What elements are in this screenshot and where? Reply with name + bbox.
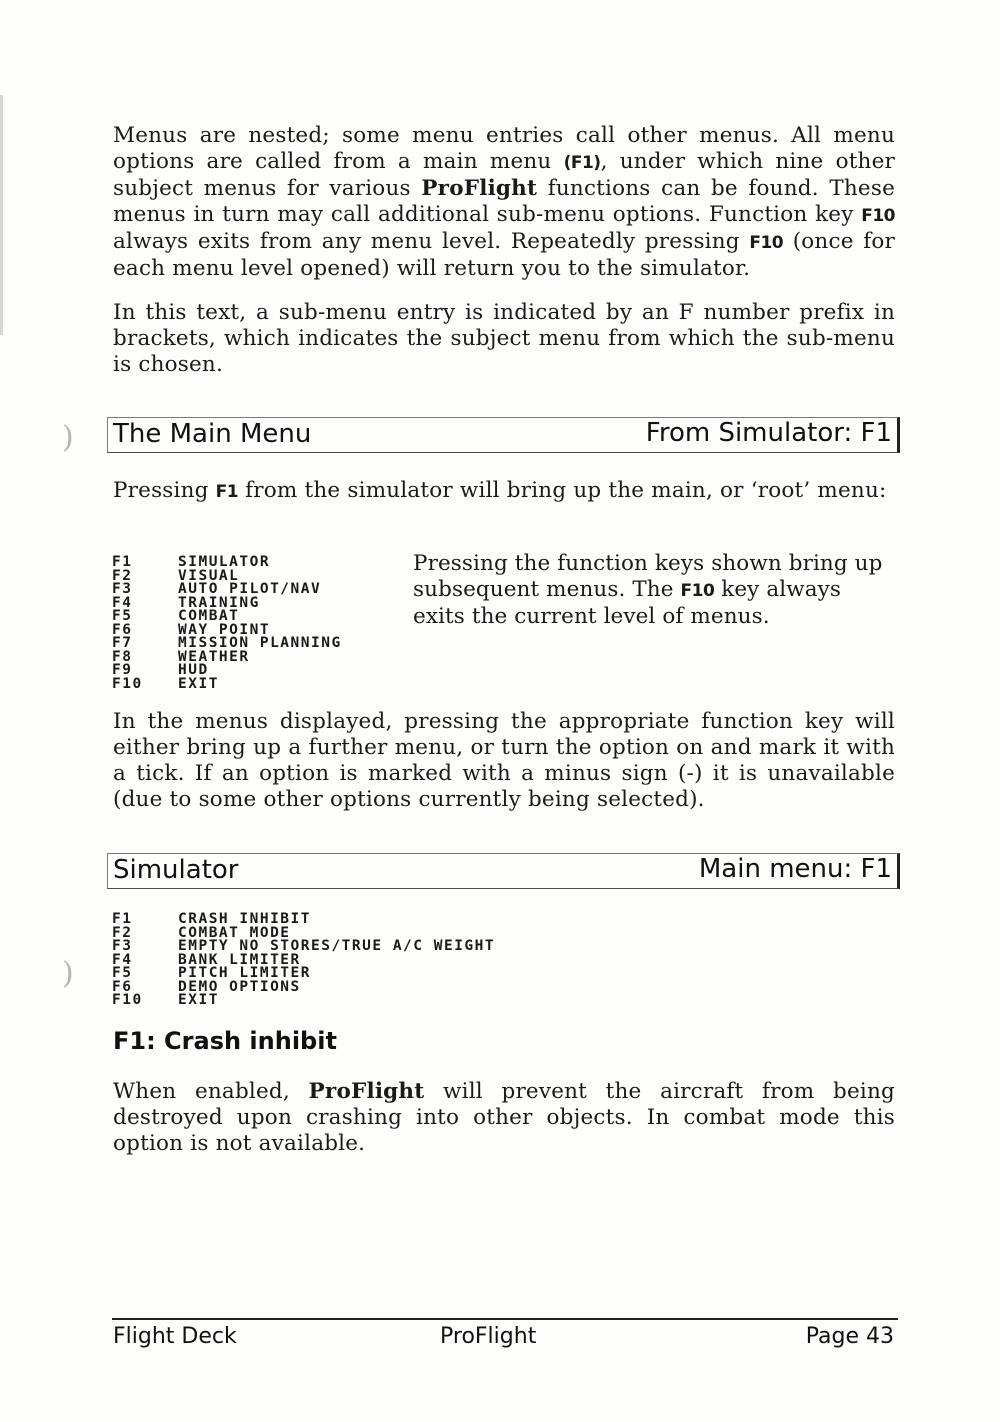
menu-item: AUTO PILOT/NAV [178, 581, 322, 597]
menu-item: CRASH INHIBIT [178, 911, 311, 927]
menu-key: F8 [112, 648, 133, 665]
simulator-menu-keys [112, 913, 143, 1008]
footer-left: Flight Deck [113, 1324, 237, 1349]
menu-item: WEATHER [178, 648, 250, 665]
menu-key: F2 [112, 924, 133, 941]
main-menu-keys [112, 556, 143, 691]
pressing-paragraph: Pressing F1 from the simulator will bring up the main, or ‘root’ menu: [113, 478, 887, 503]
section-title: Simulator [113, 855, 239, 885]
menu-key: F5 [112, 608, 133, 624]
menu-item: DEMO OPTIONS [178, 978, 301, 995]
menu-key: F10 [112, 675, 143, 692]
menu-item: HUD [178, 662, 209, 678]
menu-key: F2 [112, 567, 133, 584]
menu-item: EXIT [178, 992, 219, 1008]
menus-displayed-paragraph: In the menus displayed, pressing the appropriate function key will either bring up a further menu, or turn the option on and mark it with a tick. If an option is marked with a minus sign (-) it is unavailable (due to some other options currently being selected). [113, 709, 895, 812]
menu-key: F3 [112, 581, 133, 597]
main-menu-heading [107, 417, 900, 453]
crash-inhibit-subheading: F1: Crash inhibit [113, 1027, 337, 1055]
menu-key: F5 [112, 965, 133, 981]
footer-page-number: Page 43 [805, 1324, 894, 1349]
menu-key: F10 [112, 992, 143, 1008]
menu-item: PITCH LIMITER [178, 965, 311, 981]
menu-item: EXIT [178, 675, 219, 692]
menu-key: F7 [112, 635, 133, 651]
function-keys-note: Pressing the function keys shown bring up subsequent menus. The F10 key always exits the current level of menus. [413, 551, 883, 629]
section-source: Main menu: F1 [698, 854, 892, 884]
menu-key: F9 [112, 662, 133, 678]
footer-rule [112, 1318, 898, 1320]
simulator-heading [107, 853, 900, 889]
section-title: The Main Menu [113, 419, 312, 449]
menu-key: F3 [112, 938, 133, 954]
simulator-menu-items [178, 913, 495, 1008]
menu-key: F6 [112, 978, 133, 995]
page-edge-mark [0, 95, 3, 335]
menu-key: F6 [112, 621, 133, 638]
menu-item: EMPTY NO STORES/TRUE A/C WEIGHT [178, 938, 496, 954]
menu-item: SIMULATOR [178, 554, 271, 570]
menu-key: F1 [112, 911, 133, 927]
intro-paragraph: Menus are nested; some menu entries call other menus. All menu options are called from a main menu (F1), under which nine other subject menus for various ProFlight functions can be found. These menus in turn may call additional sub-menu options. Function key F10 always exits from any menu level. Repeatedly pressing F10 (once for each menu level opened) will return you to the simulator. [113, 123, 896, 281]
crash-inhibit-paragraph: When enabled, ProFlight will prevent the aircraft from being destroyed upon crashing into other objects. In combat mode this option is not available. [113, 1079, 896, 1156]
section-source: From Simulator: F1 [645, 418, 892, 448]
menu-key: F4 [112, 951, 133, 968]
submenu-paragraph: In this text, a sub-menu entry is indicated by an F number prefix in brackets, which indicates the subject menu from which the sub-menu is chosen. [113, 300, 895, 377]
main-menu-items [178, 556, 342, 691]
menu-key: F4 [112, 594, 133, 611]
menu-item: VISUAL [178, 567, 240, 584]
menu-item: BANK LIMITER [178, 951, 301, 968]
menu-item: TRAINING [178, 594, 260, 611]
scan-mark: ) [62, 956, 74, 991]
menu-key: F1 [112, 554, 133, 570]
menu-item: WAY POINT [178, 621, 271, 638]
scan-mark: ) [62, 420, 74, 455]
menu-item: COMBAT [178, 608, 240, 624]
menu-item: MISSION PLANNING [178, 635, 342, 651]
footer-center: ProFlight [440, 1324, 537, 1349]
menu-item: COMBAT MODE [178, 924, 291, 941]
